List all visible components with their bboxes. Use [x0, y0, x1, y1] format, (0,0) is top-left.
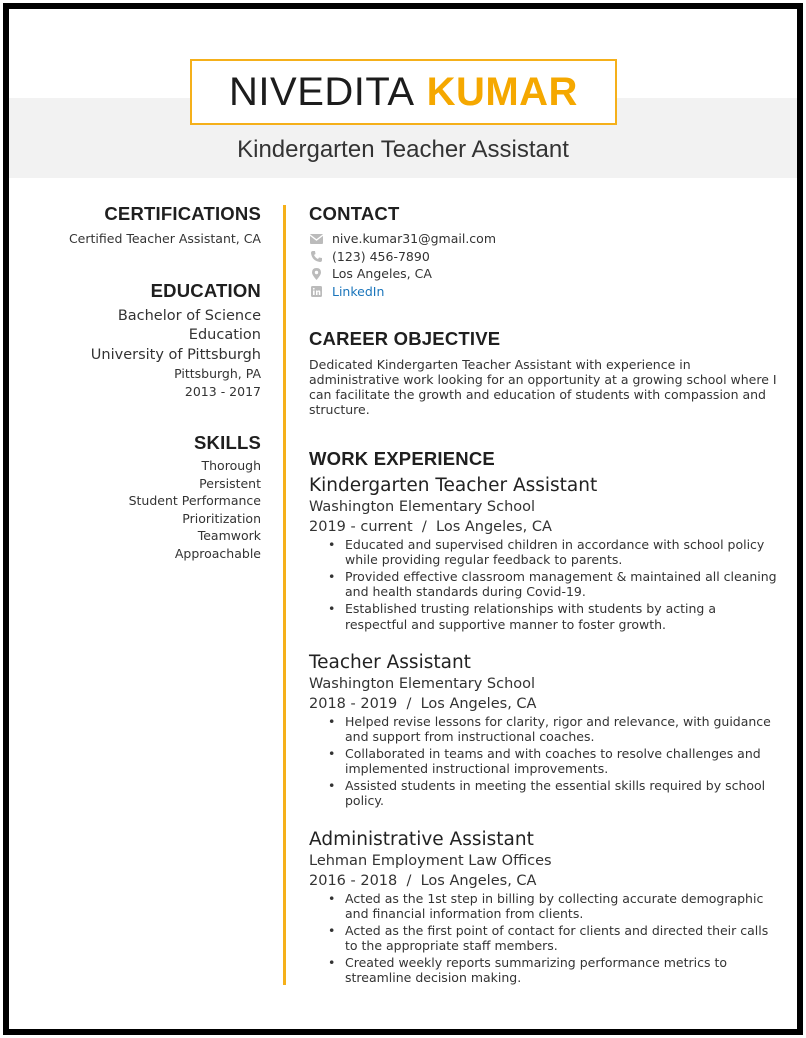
job-company: Lehman Employment Law Offices: [309, 852, 552, 869]
job-bullets: [328, 714, 779, 809]
contact-linkedin-link[interactable]: LinkedIn: [332, 283, 385, 299]
skill-item: Approachable: [174, 545, 261, 561]
contact-location: Los Angeles, CA: [332, 266, 432, 282]
certification-item: Certified Teacher Assistant, CA: [68, 231, 261, 246]
job-location: Los Angeles, CA: [420, 872, 537, 889]
job-role: Teacher Assistant: [309, 651, 471, 673]
education-title: EDUCATION: [150, 279, 261, 301]
name-box: [190, 59, 617, 125]
job-entry: [309, 651, 779, 809]
job-title: Kindergarten Teacher Assistant: [237, 136, 569, 163]
job-location: Los Angeles, CA: [436, 519, 552, 535]
education-degree-line2: Education: [188, 327, 261, 343]
job-bullet: • Acted as the first point of contact for clients and directed their calls to the appropriate staff members.: [328, 923, 779, 953]
job-bullet: • Established trusting relationships with students by acting a respectful and supportive manner to foster growth.: [328, 601, 779, 631]
skill-item: Student Performance: [128, 493, 261, 508]
job-bullets: [328, 891, 779, 986]
job-bullet: • Acted as the 1st step in billing by collecting accurate demographic and financial information from clients.: [328, 891, 779, 921]
job-entry: [309, 828, 779, 986]
education-school: University of Pittsburgh: [90, 346, 261, 363]
job-dates-line: 2016 - 2018 / Los Angeles, CA: [309, 872, 537, 889]
job-bullet: • Provided effective classroom management & maintained all cleaning and health standards during Covid-19.: [328, 569, 779, 599]
last-name: KUMAR: [426, 69, 578, 114]
skill-item: Thorough: [201, 458, 261, 473]
job-bullet: • Assisted students in meeting the essential skills required by school policy.: [328, 778, 779, 808]
job-bullet: • Created weekly reports summarizing performance metrics to streamline decision making.: [328, 955, 779, 985]
contact-email[interactable]: nive.kumar31@gmail.com: [332, 231, 497, 247]
left-column: [40, 202, 261, 562]
contact-location-row: [309, 265, 779, 283]
right-column: [309, 202, 779, 987]
contact-phone-row: [309, 248, 779, 266]
objective-title: CAREER OBJECTIVE: [309, 328, 501, 349]
linkedin-icon: [309, 285, 323, 297]
skill-item: Prioritization: [182, 510, 261, 526]
job-dates-line: 2019 - current / Los Angeles, CA: [309, 519, 552, 535]
contact-title: CONTACT: [309, 203, 400, 224]
job-bullet: • Educated and supervised children in accordance with school policy while providing regular feedback to parents.: [328, 537, 779, 567]
column-divider: [283, 205, 286, 985]
job-entry: [309, 474, 779, 632]
map-pin-icon: [309, 268, 323, 280]
job-dates: 2018 - 2019: [309, 695, 398, 712]
education-degree-line1: Bachelor of Science: [117, 307, 261, 324]
envelope-icon: [309, 233, 323, 245]
job-role: Kindergarten Teacher Assistant: [309, 475, 598, 496]
skill-item: Persistent: [199, 475, 261, 491]
contact-email-row: [309, 230, 779, 248]
education-dates: 2013 - 2017: [184, 383, 261, 399]
job-bullets: [328, 537, 779, 632]
job-company: Washington Elementary School: [309, 675, 536, 692]
phone-icon: [309, 250, 323, 262]
job-dates: 2019 - current: [309, 519, 413, 535]
job-bullet: • Collaborated in teams and with coaches to resolve challenges and implemented instructional improvements.: [328, 746, 779, 776]
skills-title: SKILLS: [194, 432, 261, 453]
job-location: Los Angeles, CA: [420, 695, 537, 712]
job-dates-line: 2018 - 2019 / Los Angeles, CA: [309, 695, 537, 712]
job-company: Washington Elementary School: [309, 499, 536, 515]
skill-item: Teamwork: [197, 528, 261, 543]
certifications-title: CERTIFICATIONS: [104, 203, 261, 224]
contact-linkedin-row: [309, 283, 779, 301]
job-bullet: • Helped revise lessons for clarity, rigor and relevance, with guidance and support from instructional coaches.: [328, 714, 779, 744]
job-dates: 2016 - 2018: [309, 872, 398, 889]
education-location: Pittsburgh, PA: [174, 366, 261, 381]
objective-text: Dedicated Kindergarten Teacher Assistant with experience in administrative work looking for an opportunity at a growing school where I can facilitate the growth and education of students with compassion and structure.: [309, 357, 777, 417]
experience-title: WORK EXPERIENCE: [309, 448, 495, 469]
contact-phone: (123) 456-7890: [332, 248, 430, 264]
first-name: NIVEDITA: [229, 69, 415, 114]
job-role: Administrative Assistant: [309, 828, 534, 850]
